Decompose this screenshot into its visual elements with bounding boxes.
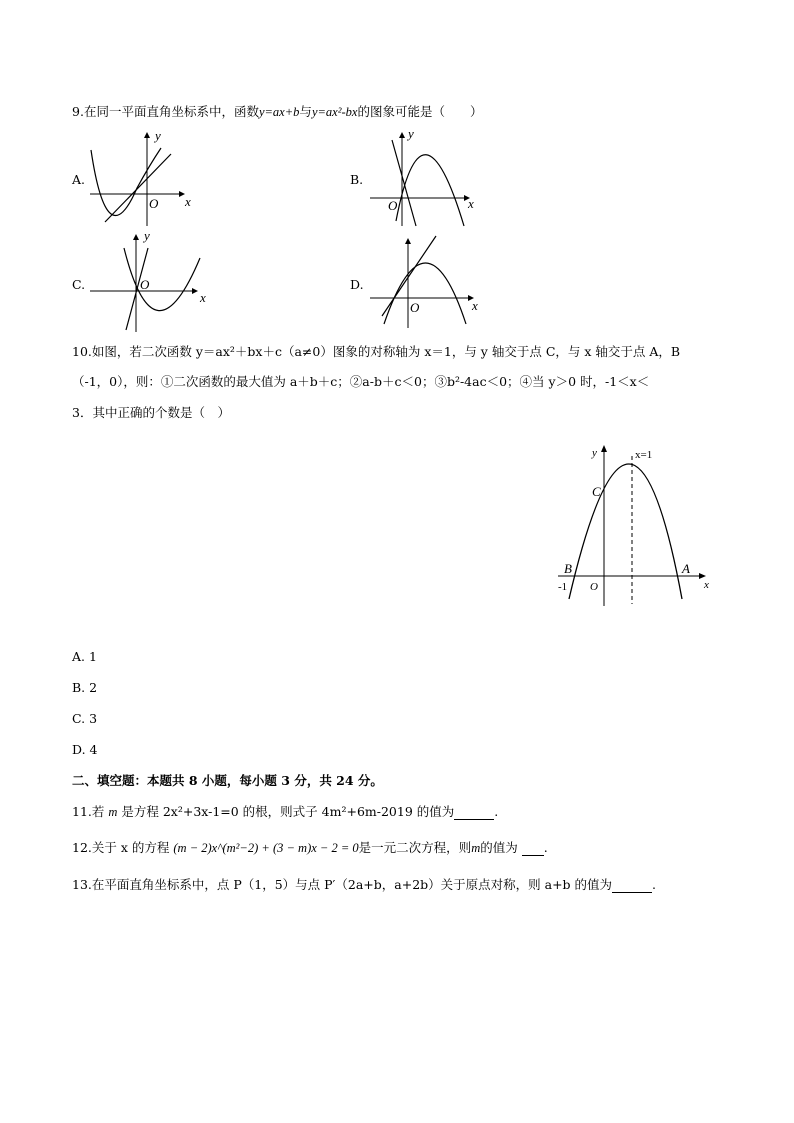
x-label: x [200,290,206,305]
q9-option-a-label[interactable]: A. [72,172,86,187]
q9-text-b: 与 [299,104,312,119]
q12-m: m [471,841,481,855]
q10-option-c[interactable]: C. 3 [72,711,98,726]
line [105,154,171,222]
point-c-label: C [592,484,601,499]
point-b-label: B [564,561,572,576]
section-2-heading [72,773,383,789]
q9-graph-d [368,232,488,332]
origin-label: O [149,196,159,211]
q12-equation: (m − 2)x^(m²−2) + (3 − m)x − 2 = 0 [173,841,359,855]
q12-end: . [543,840,548,855]
q10-option-b[interactable]: B. 2 [72,680,98,695]
q13-answer-blank[interactable] [612,878,652,893]
q9-function-1: y=ax+b [258,105,300,119]
y-label: y [155,128,161,143]
line [382,236,436,316]
q13 [72,877,656,893]
origin-label: O [388,198,398,213]
x-label: x [472,298,478,313]
q9-stem [72,104,482,120]
q12-mid: 是一元二次方程，则 [358,840,472,855]
parabola [569,464,682,599]
q13-end: . [652,877,657,892]
q11-m: m [108,805,118,819]
q12-post: 的值为 [480,840,518,855]
q11-mid: 是方程 2x²+3x-1=0 的根，则式子 4m²+6m-2019 的值为 [117,804,455,819]
q9-text-c: 的图象可能是（ ） [357,104,483,119]
x-label: x [704,579,709,591]
q9-option-d-label[interactable]: D. [350,277,364,292]
q10-line-2: （-1，0），则：①二次函数的最大值为 a＋b＋c；②a-b＋c＜0；③b²-4ac＜0；④当 y＞0 时，-1＜x＜ [72,374,650,389]
q11-end: . [494,804,499,819]
symmetry-label: x=1 [635,449,653,461]
q12-pre: 12.关于 x 的方程 [72,840,170,855]
q10-option-d[interactable]: D. 4 [72,742,98,757]
neg-one-label: -1 [558,581,568,593]
q12-answer-blank[interactable] [522,841,544,856]
origin-label: O [590,581,598,593]
q9-graph-c [90,228,210,336]
q13-text: 13.在平面直角坐标系中，点 P（1，5）与点 P′（2a+b，a+2b）关于原点对称，则 a+b 的值为 [72,877,613,892]
q12 [72,840,548,856]
origin-label: O [140,277,150,292]
x-label: x [185,194,191,209]
x-label: x [468,196,474,211]
q10-option-a[interactable]: A. 1 [72,649,97,664]
parabola [124,248,200,311]
q10-figure [556,444,716,614]
line [392,140,416,226]
parabola [384,263,466,324]
q9-graph-a [85,128,195,228]
q9-graph-b [368,126,483,230]
q10-line-3: 3．其中正确的个数是（ ） [72,405,230,420]
q10-line-1: 10.如图，若二次函数 y＝ax²＋bx＋c（a≠0）图象的对称轴为 x＝1，与 y 轴交于点 C，与 x 轴交于点 A，B [72,344,681,359]
q9-number: 9. [72,104,84,119]
q9-function-2: y=ax²-bx [311,105,358,119]
q9-text-a: 在同一平面直角坐标系中，函数 [83,104,259,119]
q9-option-c-label[interactable]: C. [72,277,86,292]
q11 [72,804,498,820]
q11-pre: 11.若 [72,804,109,819]
origin-label: O [410,300,420,315]
point-a-label: A [682,561,690,576]
y-label: y [408,126,414,141]
y-label: y [144,228,150,243]
q11-answer-blank[interactable] [454,805,494,820]
section-2-title: 本题共 8 小题，每小题 3 分，共 24 分。 [147,773,383,788]
y-label: y [592,447,597,459]
section-2-prefix: 二、填空题： [72,773,148,788]
q9-option-b-label[interactable]: B. [350,172,364,187]
